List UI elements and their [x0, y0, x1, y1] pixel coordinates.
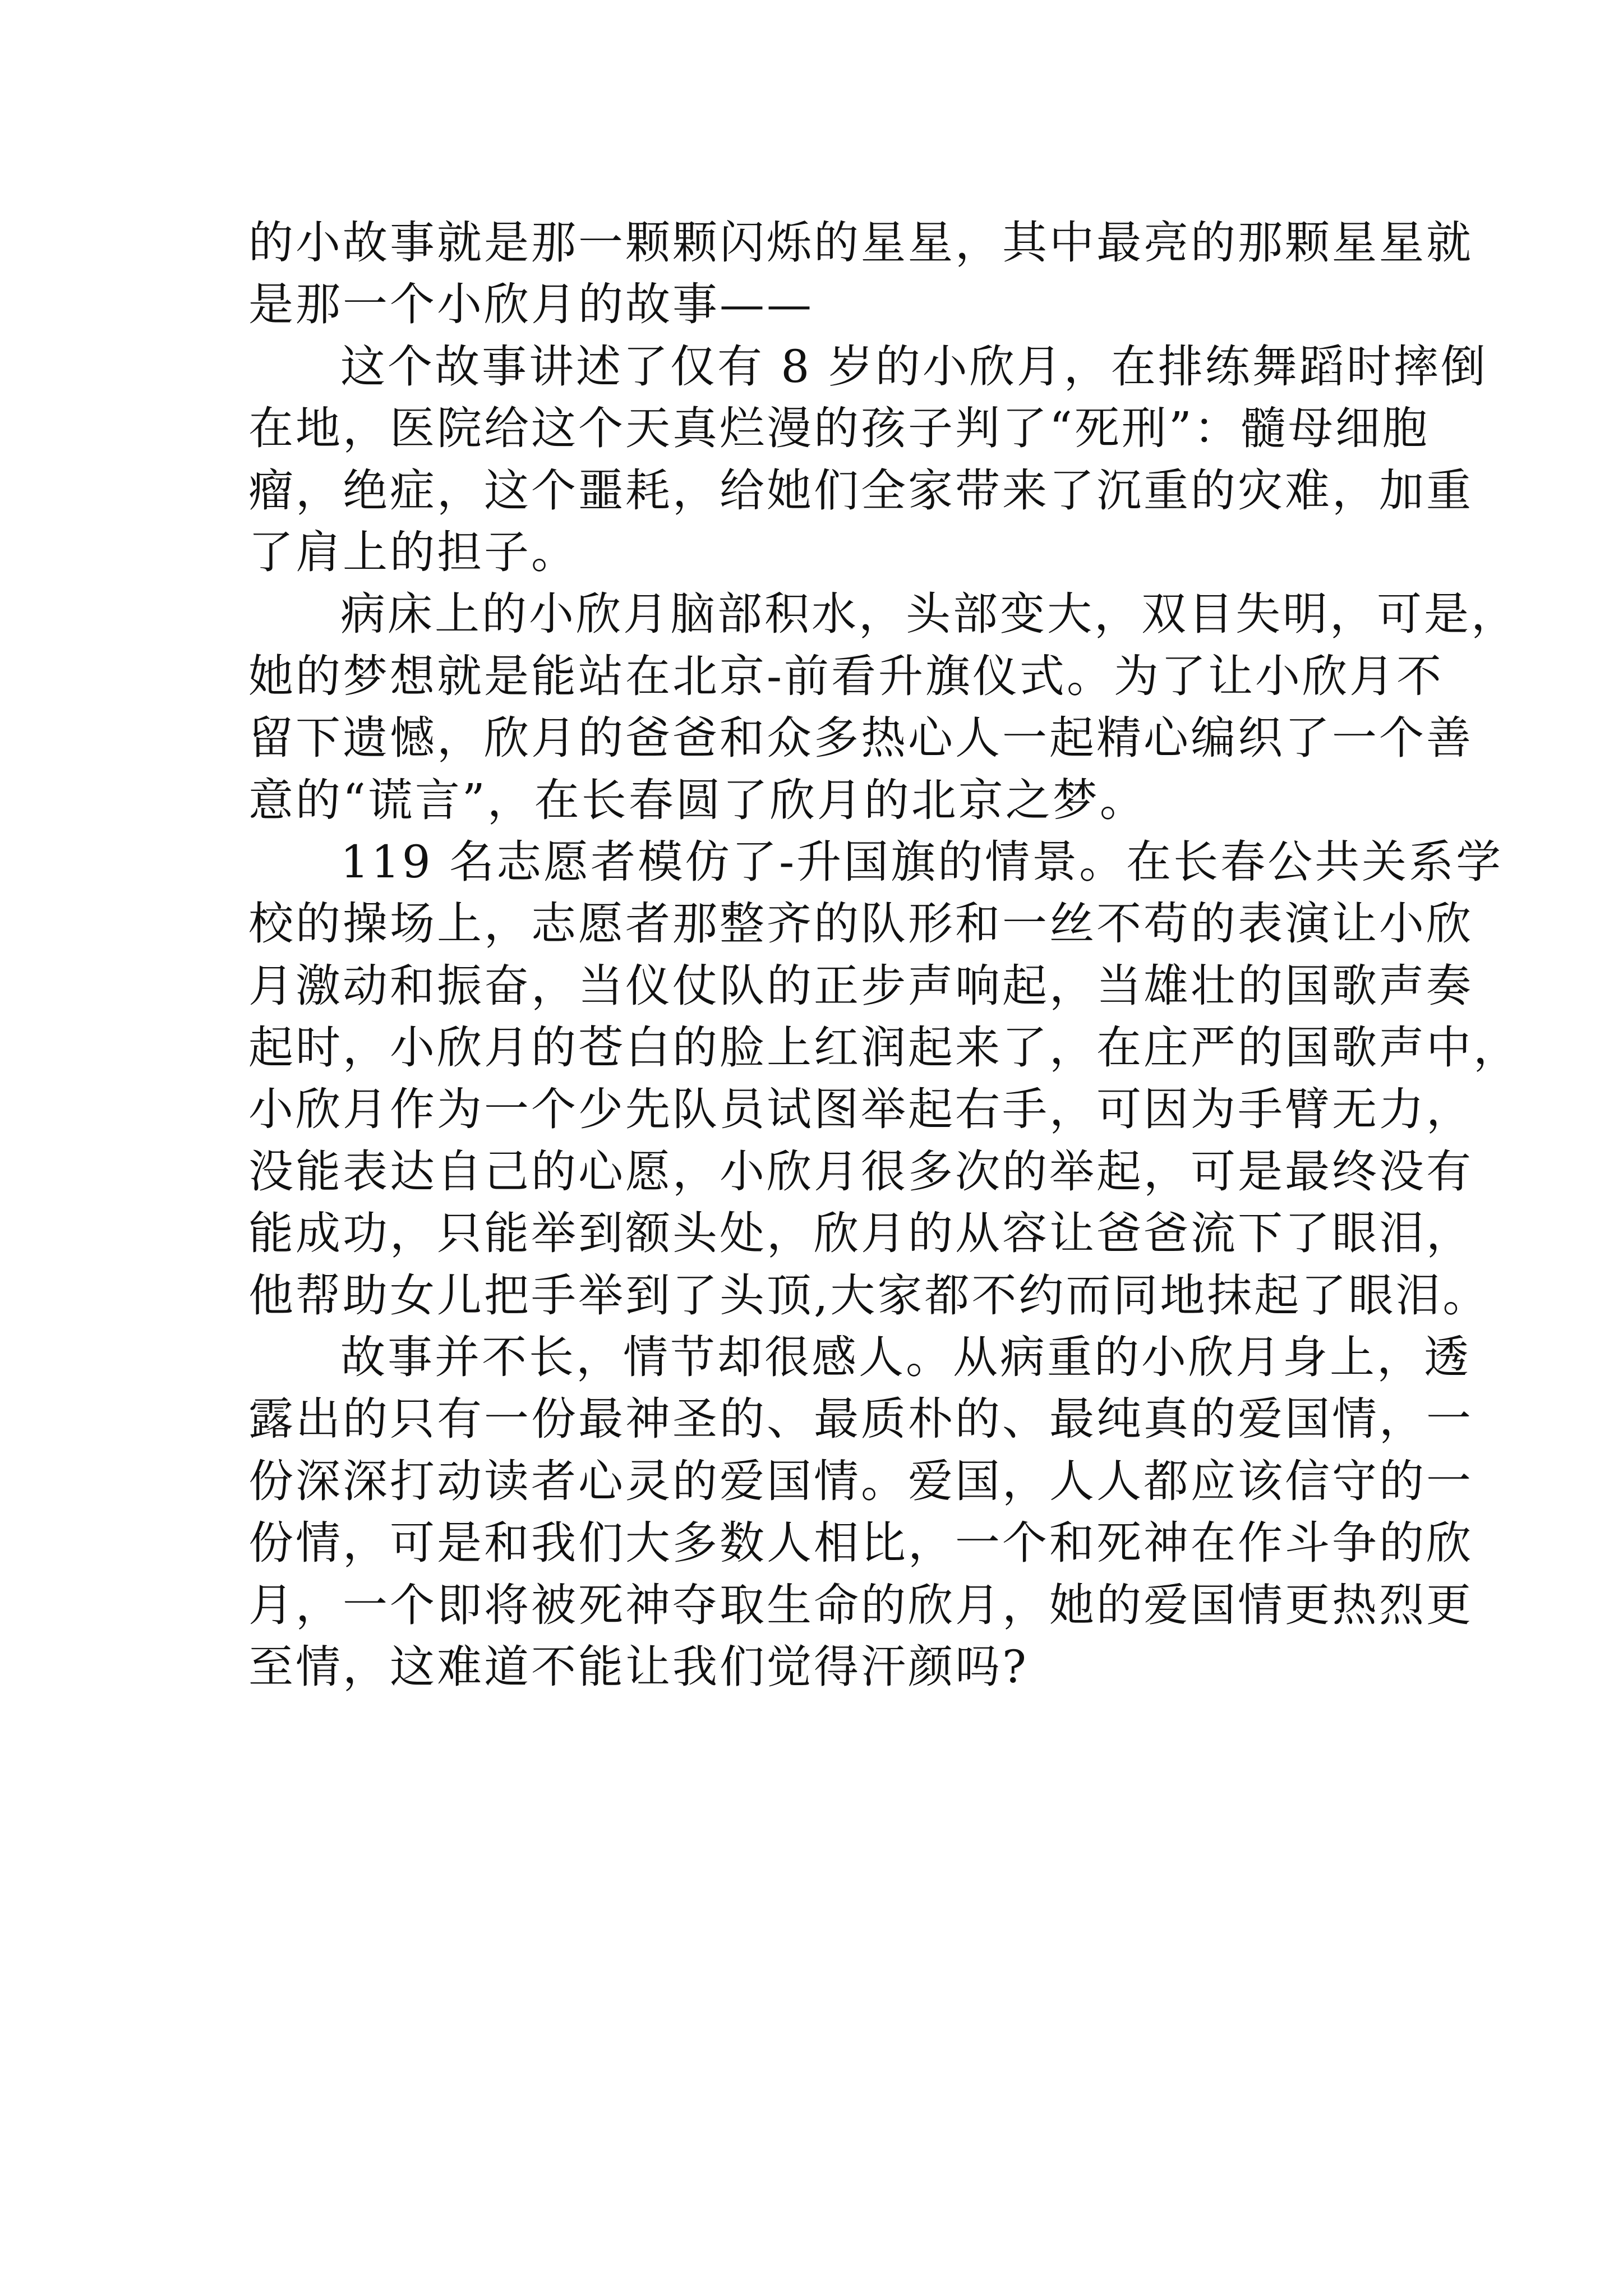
text-line: 119 名志愿者模仿了-升国旗的情景。在长春公共关系学: [340, 835, 1504, 888]
text-line: 小欣月作为一个少先队员试图举起右手，可因为手臂无力，: [248, 1083, 1473, 1136]
text-line: 了肩上的担子。: [248, 526, 578, 578]
text-line: 在地，医院给这个天真烂漫的孩子判了“死刑”：髓母细胞: [248, 402, 1430, 455]
document-body: [248, 212, 1520, 1698]
text-line: 露出的只有一份最神圣的、最质朴的、最纯真的爱国情，一: [248, 1393, 1473, 1446]
paragraph: [248, 1327, 1473, 1698]
text-line: 能成功，只能举到额头处，欣月的从容让爸爸流下了眼泪，: [248, 1207, 1473, 1260]
text-line: 份情，可是和我们大多数人相比，一个和死神在作斗争的欣: [248, 1517, 1473, 1570]
paragraph: [248, 583, 1518, 831]
text-line: 瘤，绝症，这个噩耗，给她们全家带来了沉重的灾难，加重: [248, 464, 1473, 517]
text-line: 校的操场上，志愿者那整齐的队形和一丝不苟的表演让小欣: [248, 898, 1473, 950]
paragraph: [248, 212, 1473, 336]
text-line: 他帮助女儿把手举到了头顶,大家都不约而同地抹起了眼泪。: [248, 1269, 1490, 1322]
paragraph: [248, 831, 1520, 1327]
text-line: 月，一个即将被死神夺取生命的欣月，她的爱国情更热烈更: [248, 1579, 1473, 1631]
text-line: 的小故事就是那一颗颗闪烁的星星，其中最亮的那颗星星就: [248, 217, 1473, 269]
text-line: 是那一个小欣月的故事——: [248, 278, 814, 331]
text-line: 她的梦想就是能站在北京-前看升旗仪式。为了让小欣月不: [248, 650, 1444, 702]
text-line: 至情，这难道不能让我们觉得汗颜吗?: [248, 1640, 1029, 1693]
paragraph: [248, 336, 1488, 584]
text-line: 留下遗憾，欣月的爸爸和众多热心人一起精心编织了一个善: [248, 712, 1473, 765]
text-line: 月激动和振奋，当仪仗队的正步声响起，当雄壮的国歌声奏: [248, 959, 1473, 1012]
text-line: 病床上的小欣月脑部积水，头部变大，双目失明，可是，: [340, 588, 1518, 641]
text-line: 意的“谎言”，在长春圆了欣月的北京之梦。: [248, 774, 1147, 826]
text-line: 故事并不长，情节却很感人。从病重的小欣月身上，透: [340, 1331, 1471, 1384]
text-line: 没能表达自己的心愿，小欣月很多次的举起，可是最终没有: [248, 1145, 1473, 1198]
text-line: 这个故事讲述了仅有 8 岁的小欣月，在排练舞蹈时摔倒: [340, 340, 1488, 393]
text-line: 起时，小欣月的苍白的脸上红润起来了，在庄严的国歌声中，: [248, 1022, 1520, 1074]
text-line: 份深深打动读者心灵的爱国情。爱国，人人都应该信守的一: [248, 1455, 1473, 1507]
